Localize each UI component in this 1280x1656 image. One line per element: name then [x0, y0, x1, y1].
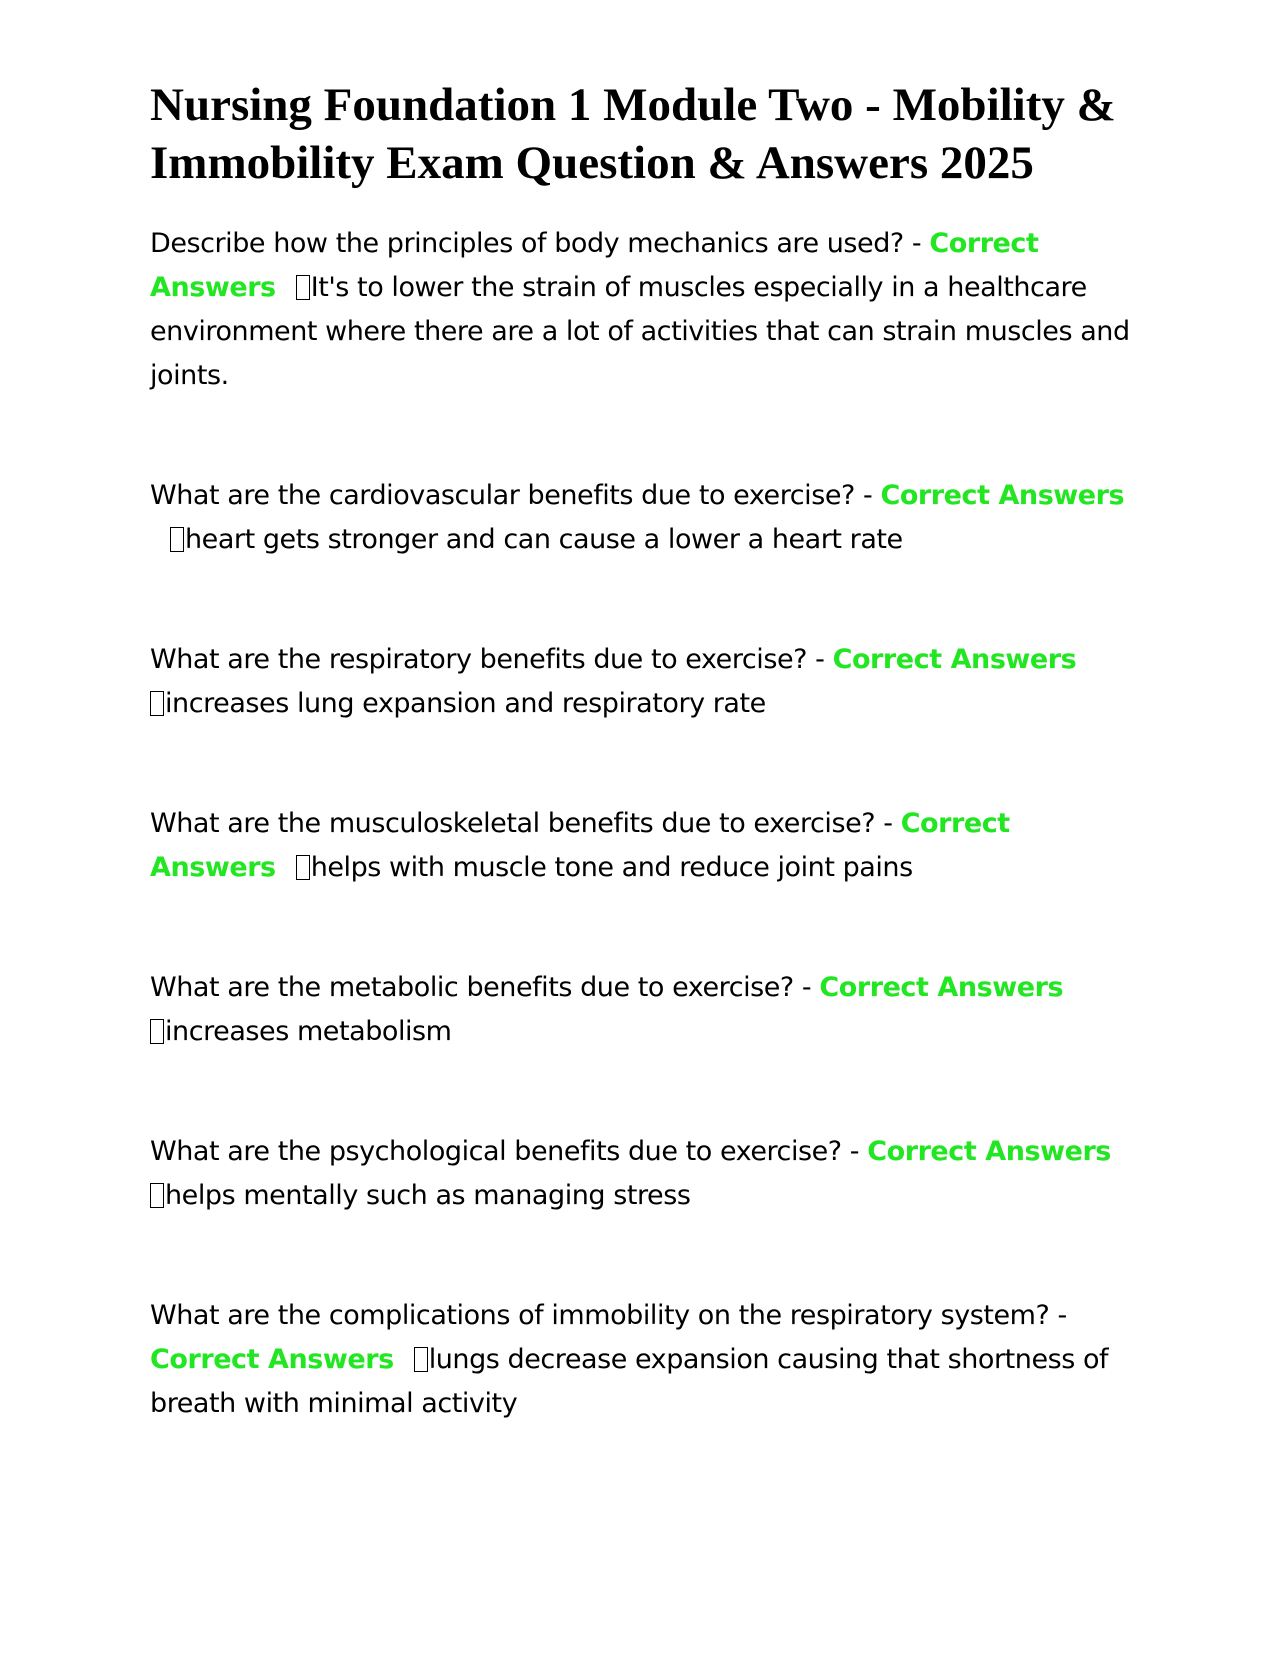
document-page — [150, 76, 1135, 1502]
qa-item-4 — [150, 802, 1135, 890]
qa-item-5 — [150, 966, 1135, 1054]
correct-answers-label: Correct Answers — [880, 480, 1125, 511]
missing-glyph-icon — [296, 275, 310, 300]
correct-answers-label: Correct Answers — [150, 1344, 394, 1375]
qa-item-7 — [150, 1294, 1135, 1426]
missing-glyph-icon — [170, 527, 184, 552]
answer-text: helps with muscle tone and reduce joint pains — [310, 852, 913, 883]
question-text: Describe how the principles of body mechanics are used? - — [150, 228, 922, 259]
question-text: What are the metabolic benefits due to exercise? - — [150, 972, 812, 1003]
question-text: What are the complications of immobility on the respiratory system? - — [150, 1300, 1067, 1331]
correct-answers-label: Correct Answers — [150, 808, 1010, 883]
correct-answers-label: Correct Answers — [867, 1136, 1111, 1167]
qa-item-2 — [150, 474, 1135, 562]
answer-text: helps mentally such as managing stress — [165, 1180, 691, 1211]
document-title: Nursing Foundation 1 Module Two - Mobility & Immobility Exam Question & Answers 2025 — [150, 79, 1116, 189]
missing-glyph-icon — [150, 691, 164, 716]
answer-text: increases lung expansion and respiratory rate — [165, 688, 766, 719]
correct-answers-label: Correct Answers — [832, 644, 1077, 675]
question-text: What are the respiratory benefits due to exercise? - — [150, 644, 825, 675]
correct-answers-label: Correct Answers — [150, 228, 1039, 303]
answer-text: It's to lower the strain of muscles especially in a healthcare environment where there are a lot of activities that can strain muscles and joints. — [150, 272, 1130, 391]
qa-item-3 — [150, 638, 1135, 726]
missing-glyph-icon — [414, 1347, 428, 1372]
missing-glyph-icon — [296, 855, 310, 880]
question-text: What are the psychological benefits due to exercise? - — [150, 1136, 860, 1167]
question-text: What are the musculoskeletal benefits due to exercise? - — [150, 808, 893, 839]
qa-item-6 — [150, 1130, 1135, 1218]
answer-text: lungs decrease expansion causing that shortness of breath with minimal activity — [150, 1344, 1109, 1419]
missing-glyph-icon — [150, 1183, 164, 1208]
answer-text: heart gets stronger and can cause a lower a heart rate — [185, 524, 903, 555]
missing-glyph-icon — [150, 1019, 164, 1044]
answer-text: increases metabolism — [165, 1016, 452, 1047]
correct-answers-label: Correct Answers — [819, 972, 1064, 1003]
question-text: What are the cardiovascular benefits due to exercise? - — [150, 480, 873, 511]
qa-item-1 — [150, 222, 1135, 398]
